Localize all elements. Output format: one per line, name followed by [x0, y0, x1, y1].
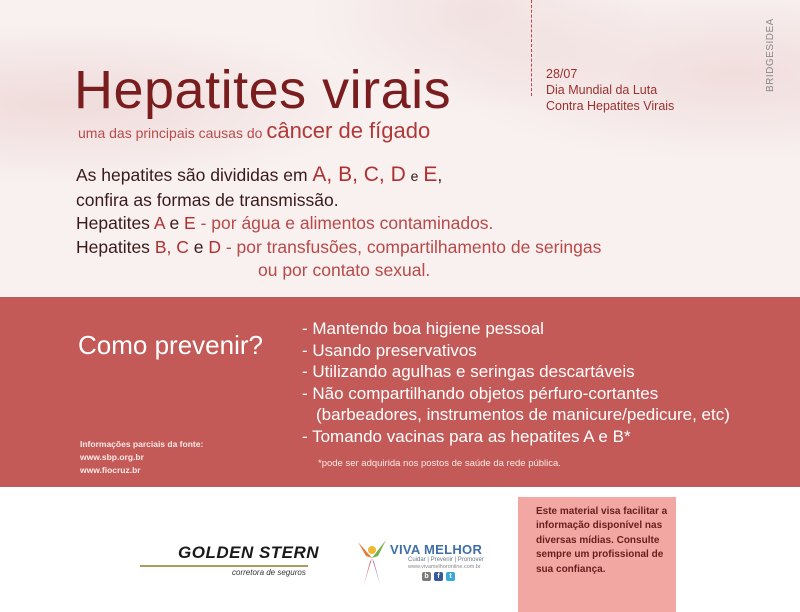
intro-line-5: ou por contato sexual.: [258, 260, 431, 280]
list-item: (barbeadores, instrumentos de manicure/pedicure, etc): [316, 405, 730, 424]
sources: [80, 438, 203, 477]
intro-text: [76, 163, 601, 283]
logo-underline: [140, 565, 308, 567]
viva-melhor-name: VIVA MELHOR: [390, 542, 483, 557]
subtitle-highlight: câncer de fígado: [266, 118, 431, 143]
golden-stern-tagline: corretora de seguros: [232, 568, 306, 577]
list-item: - Não compartilhando objetos pérfuro-cortantes: [302, 383, 659, 403]
golden-stern-logo: [140, 543, 320, 579]
viva-melhor-url[interactable]: www.vivamelhoronline.com.br: [408, 564, 481, 570]
event-line-2: Contra Hepatites Virais: [546, 99, 675, 113]
disclaimer-box: [518, 497, 676, 612]
source-link[interactable]: www.fiocruz.br: [80, 465, 141, 475]
types-abcd: A, B, C, D: [312, 163, 406, 186]
intro-line-1: [76, 163, 601, 189]
page-subtitle: [78, 118, 430, 144]
viva-melhor-figure-icon: [352, 528, 392, 588]
l3-prefix: Hepatites: [76, 213, 150, 233]
event-date: 28/07: [546, 67, 578, 81]
source-link[interactable]: www.sbp.org.br: [80, 452, 144, 462]
social-icons: [422, 572, 455, 581]
disclaimer-text: Este material visa facilitar a informação disponível nas diversas mídias. Consulte sempre um profissional de sua confiança.: [536, 506, 668, 575]
l3-e: E: [184, 213, 196, 233]
dotted-divider: [531, 0, 532, 96]
list-item: - Utilizando agulhas e seringas descartáveis: [302, 362, 635, 381]
intro-line-3: [76, 212, 601, 236]
prevention-heading: Como prevenir?: [78, 330, 263, 360]
intro-line-2: confira as formas de transmissão.: [76, 189, 339, 210]
l3-rest: - por água e alimentos contaminados.: [200, 213, 494, 233]
event-info: [546, 66, 674, 114]
l3-e-word: e: [169, 213, 180, 233]
golden-stern-name: GOLDEN STERN: [178, 543, 320, 562]
intro-line-1-text: As hepatites são divididas em: [76, 165, 308, 185]
vaccine-footnote: *pode ser adquirida nos postos de saúde da rede pública.: [318, 458, 561, 469]
list-item: - Mantendo boa higiene pessoal: [302, 319, 544, 338]
twitter-icon[interactable]: t: [446, 572, 455, 581]
l3-a: A: [153, 213, 165, 233]
sources-label: Informações parciais da fonte:: [80, 439, 204, 449]
page-title: Hepatites virais: [74, 60, 452, 120]
viva-melhor-tagline: Cuidar | Prevenir | Promover: [408, 557, 484, 563]
list-item: - Tomando vacinas para as hepatites A e B*: [302, 426, 631, 446]
event-line-1: Dia Mundial da Luta: [546, 83, 658, 97]
list-item: - Usando preservativos: [302, 340, 477, 360]
conj-e: e: [410, 168, 419, 184]
blog-icon[interactable]: b: [422, 572, 431, 581]
viva-melhor-logo: [352, 528, 502, 588]
l4-bc: B, C: [154, 236, 189, 257]
l4-prefix: Hepatites: [76, 236, 150, 257]
vertical-brand: BRIDGESIDEA: [765, 18, 776, 92]
prevention-list: [302, 318, 730, 447]
l4-rest: - por transfusões, compartilhamento de seringas: [225, 236, 602, 257]
facebook-icon[interactable]: f: [434, 572, 443, 581]
comma: ,: [437, 165, 443, 185]
type-e: E: [423, 163, 438, 186]
header-section: [0, 0, 800, 297]
intro-line-4: [76, 236, 601, 260]
l4-d: D: [208, 236, 221, 257]
l4-e-word: e: [193, 236, 204, 257]
subtitle-prefix: uma das principais causas do: [78, 125, 263, 141]
